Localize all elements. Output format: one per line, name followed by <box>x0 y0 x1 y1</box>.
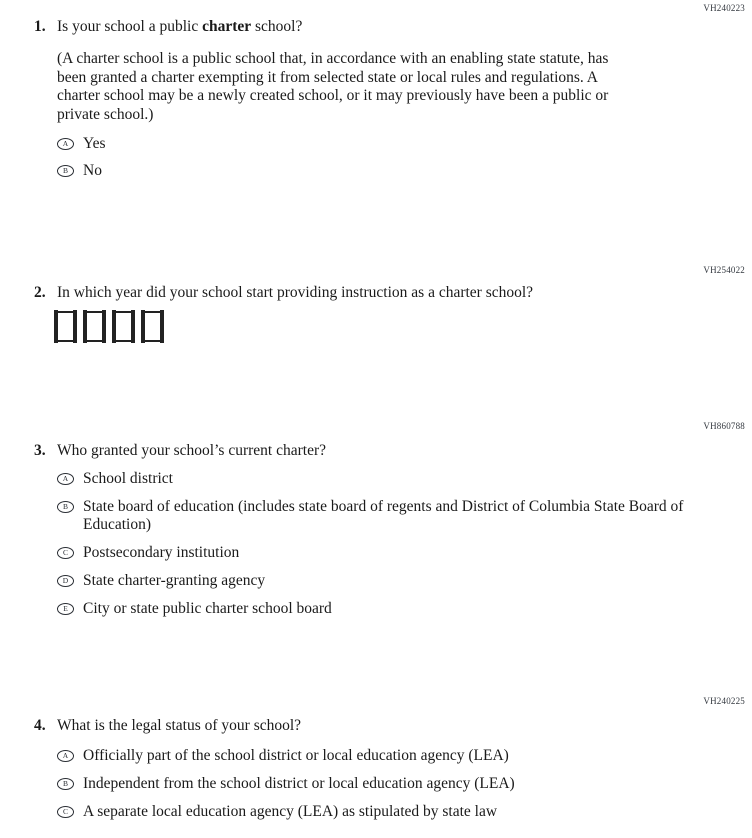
option-label: Yes <box>83 135 106 152</box>
question-3 <box>0 441 752 460</box>
question-text: In which year did your school start providing instruction as a charter school? <box>57 284 534 301</box>
option-label: A separate local education agency (LEA) as stipulated by state law <box>83 803 498 820</box>
bubble-letter: B <box>62 166 68 176</box>
bubble-letter: A <box>62 474 69 484</box>
option-row-state-board <box>57 498 752 534</box>
year-digit-box[interactable] <box>58 311 73 342</box>
option-label: State board of education (includes state board of regents and District of Columbia State Board of Education) <box>83 498 684 533</box>
year-digit-box[interactable] <box>145 311 160 342</box>
bubble-letter: A <box>62 139 69 149</box>
option-row-city-state-board <box>57 600 752 618</box>
response-bubble-d[interactable] <box>57 575 74 587</box>
option-row-postsecondary <box>57 544 752 562</box>
question-2 <box>0 283 752 302</box>
option-label: Independent from the school district or local education agency (LEA) <box>83 775 515 792</box>
option-row-school-district <box>57 470 752 488</box>
option-label: School district <box>83 470 173 487</box>
option-label: State charter-granting agency <box>83 572 266 589</box>
item-code: VH254022 <box>703 265 745 275</box>
option-row-separate-lea <box>57 803 752 821</box>
bubble-letter: A <box>62 751 69 761</box>
question-block-4 <box>0 696 752 831</box>
item-code: VH240223 <box>703 3 745 13</box>
options-question-1 <box>0 135 752 180</box>
question-block-1 <box>0 3 752 189</box>
item-code: VH860788 <box>703 421 745 431</box>
question-block-2 <box>0 265 752 342</box>
year-digit-boxes <box>58 311 752 342</box>
question-text-post: school? <box>251 18 303 35</box>
response-bubble-e[interactable] <box>57 603 74 615</box>
option-label: Postsecondary institution <box>83 544 240 561</box>
question-text-pre: Is your school a public <box>57 18 203 35</box>
item-code: VH240225 <box>703 696 745 706</box>
option-row-yes <box>57 135 752 153</box>
response-bubble-a[interactable] <box>57 473 74 485</box>
options-question-4 <box>0 747 752 821</box>
year-digit-box[interactable] <box>87 311 102 342</box>
response-bubble-b[interactable] <box>57 501 74 513</box>
question-text-bold: charter <box>202 18 252 35</box>
question-text: What is the legal status of your school? <box>57 717 302 734</box>
option-row-part-of-district <box>57 747 752 765</box>
question-text <box>57 17 302 36</box>
question-number: 3. <box>34 442 46 459</box>
option-label: Officially part of the school district or local education agency (LEA) <box>83 747 509 764</box>
question-number: 1. <box>34 18 46 35</box>
option-label: City or state public charter school board <box>83 600 332 617</box>
bubble-letter: E <box>63 604 68 614</box>
year-digit-box[interactable] <box>116 311 131 342</box>
question-number: 4. <box>34 717 46 734</box>
definition-note: (A charter school is a public school that, in accordance with an enabling state statute, has been granted a charter exempting it from selected state or local rules and regulations. A charter school may be a newly created school, or it may previously have been a public or private school.) <box>57 50 609 123</box>
response-bubble-c[interactable] <box>57 547 74 559</box>
option-row-independent <box>57 775 752 793</box>
bubble-letter: B <box>62 502 68 512</box>
response-bubble-c[interactable] <box>57 806 74 818</box>
bubble-letter: C <box>62 548 68 558</box>
question-4 <box>0 716 752 735</box>
options-question-3 <box>0 470 752 618</box>
question-1 <box>0 17 752 36</box>
question-block-3 <box>0 421 752 628</box>
response-bubble-b[interactable] <box>57 778 74 790</box>
option-row-no <box>57 162 752 180</box>
bubble-letter: D <box>62 576 69 586</box>
bubble-letter: B <box>62 779 68 789</box>
response-bubble-b[interactable] <box>57 165 74 177</box>
option-label: No <box>83 162 102 179</box>
bubble-letter: C <box>62 807 68 817</box>
response-bubble-a[interactable] <box>57 138 74 150</box>
question-text: Who granted your school’s current charter? <box>57 442 326 459</box>
option-row-charter-agency <box>57 572 752 590</box>
response-bubble-a[interactable] <box>57 750 74 762</box>
question-number: 2. <box>34 284 46 301</box>
